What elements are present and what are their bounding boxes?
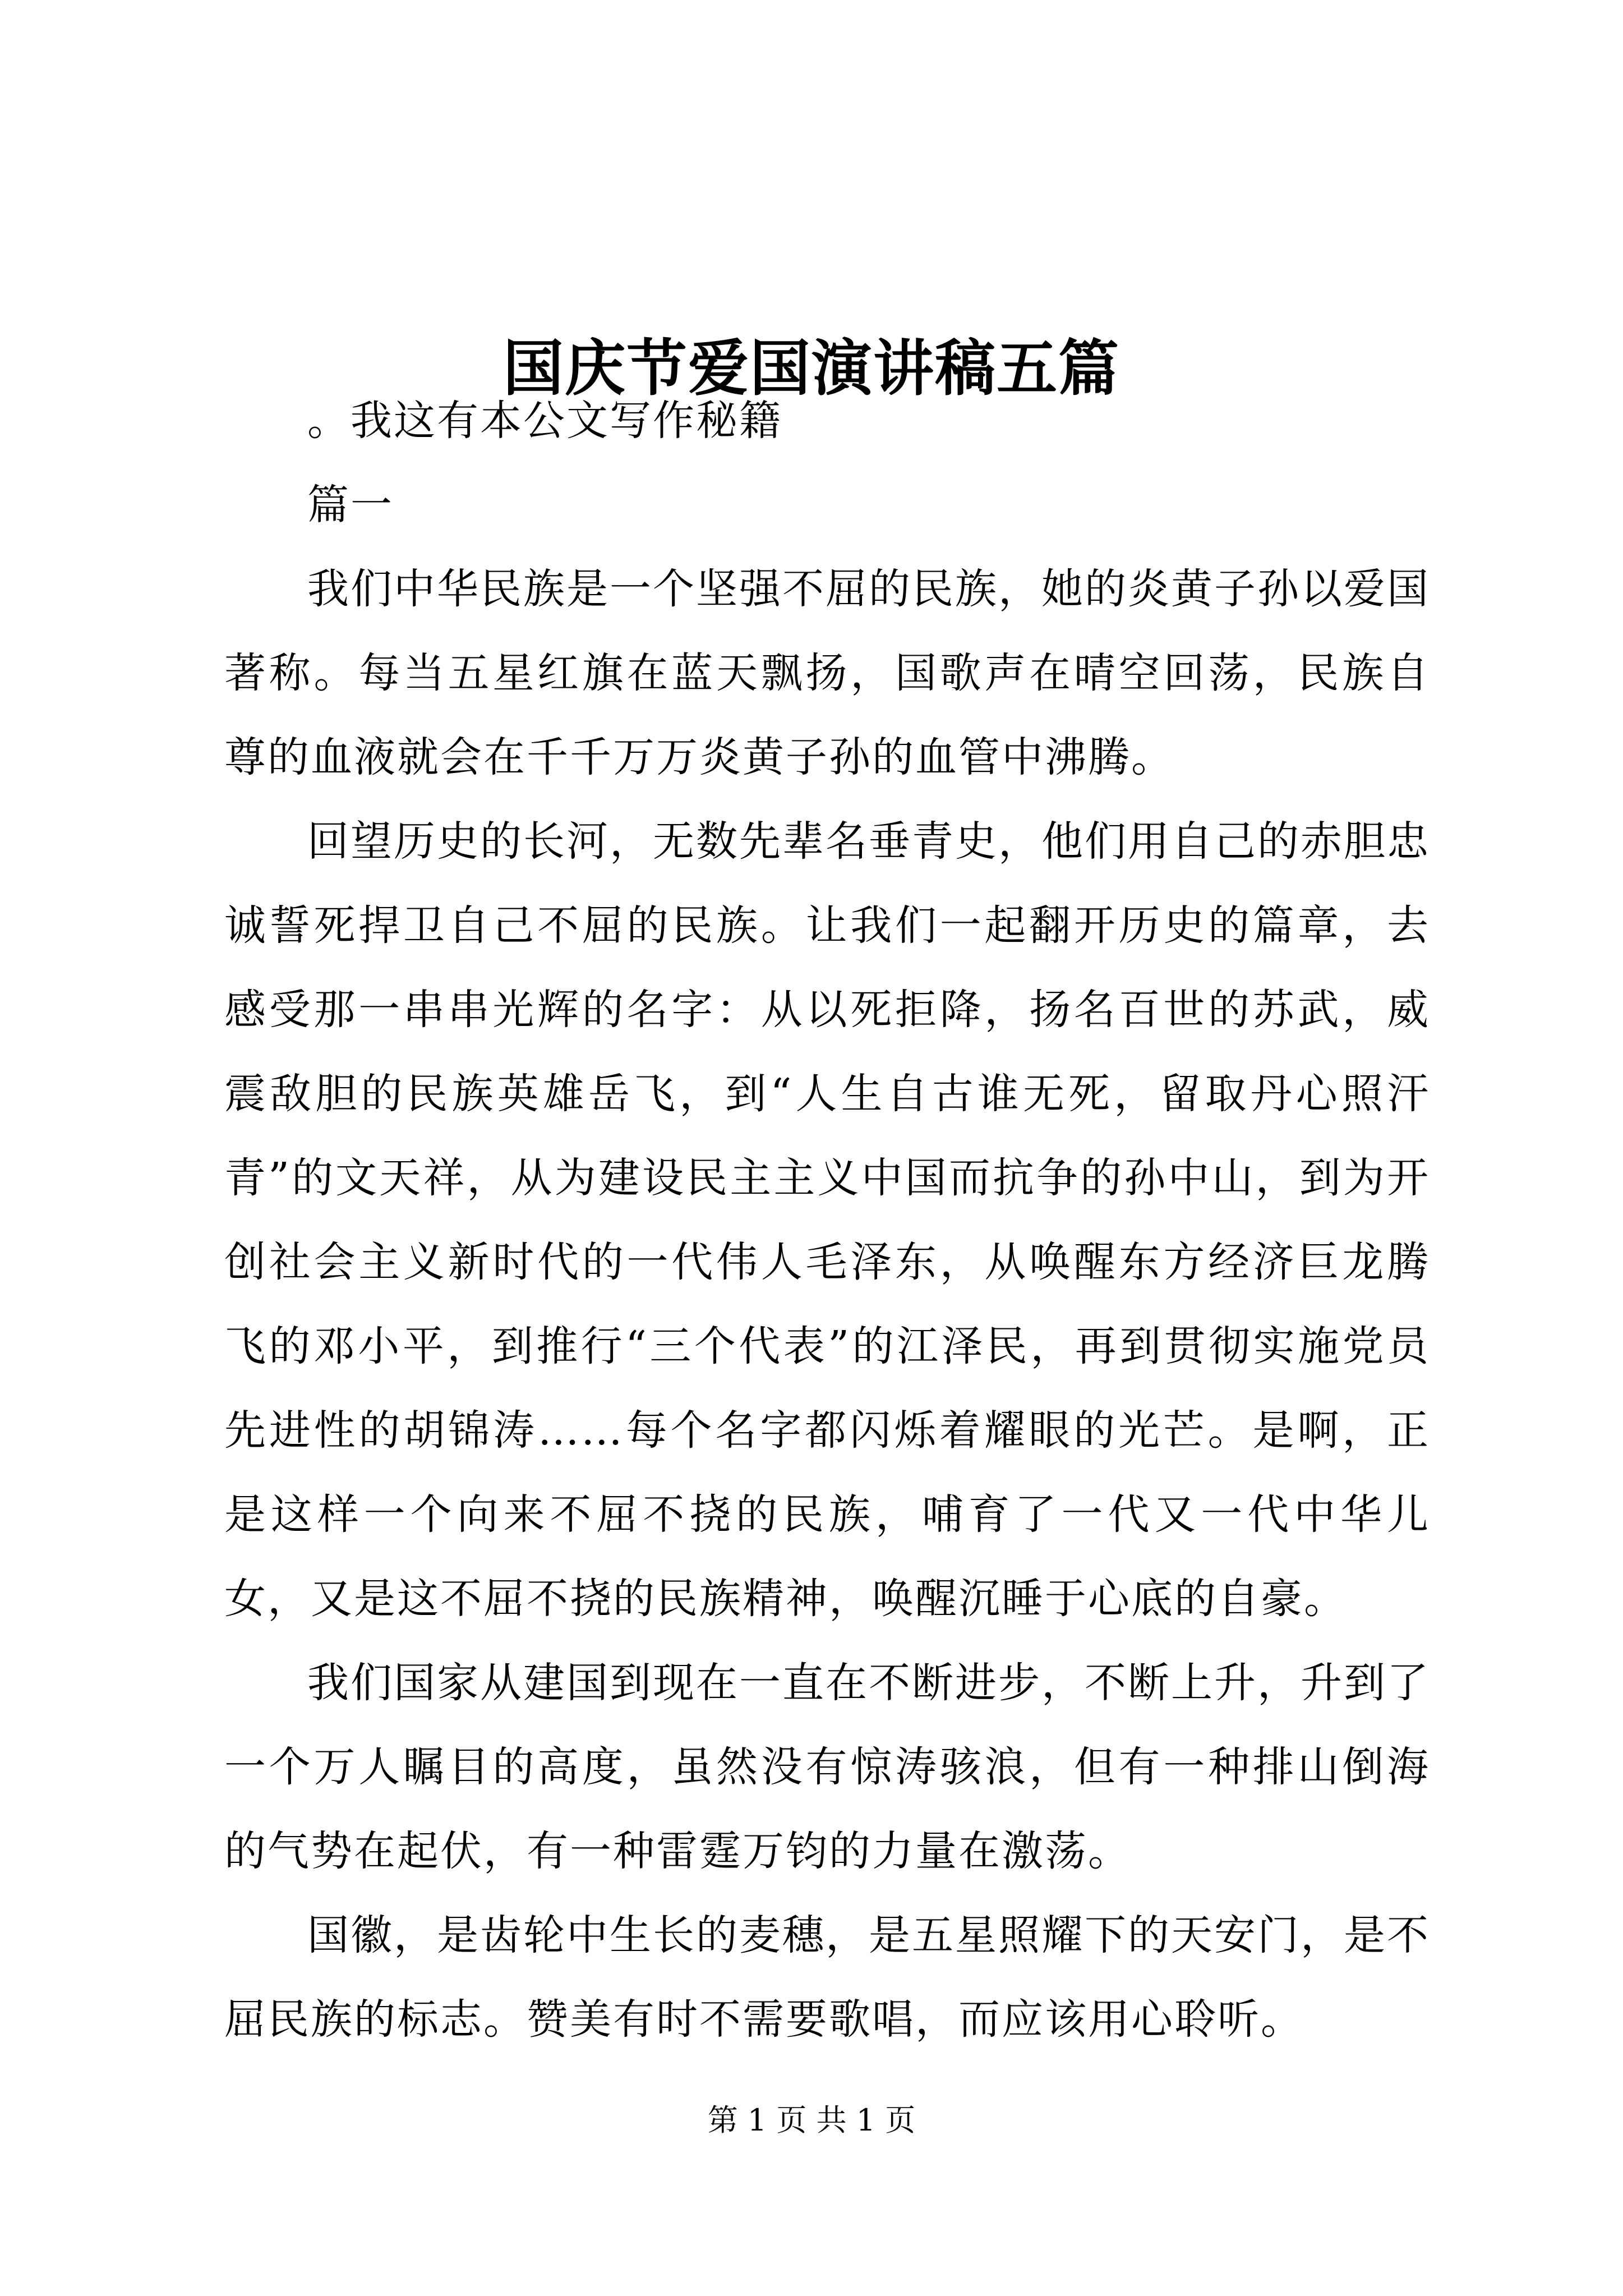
- paragraph: 回望历史的长河，无数先辈名垂青史，他们用自己的赤胆忠诚誓死捍卫自己不屈的民族。让我们一起翻开历史的篇章，去感受那一串串光辉的名字：从以死拒降，扬名百世的苏武，威震敌胆的民族英雄岳飞，到“人生自古谁无死，留取丹心照汗青”的文天祥，从为建设民主主义中国而抗争的孙中山，到为开创社会主义新时代的一代伟人毛泽东，从唤醒东方经济巨龙腾飞的邓小平，到推行“三个代表”的江泽民，再到贯彻实施党员先进性的胡锦涛……每个名字都闪烁着耀眼的光芒。是啊，正是这样一个向来不屈不挠的民族，哺育了一代又一代中华儿女，又是这不屈不挠的民族精神，唤醒沉睡于心底的自豪。: [224, 817, 1430, 1623]
- paragraph: 我们中华民族是一个坚强不屈的民族，她的炎黄子孙以爱国著称。每当五星红旗在蓝天飘扬，国歌声在晴空回荡，民族自尊的血液就会在千千万万炎黄子孙的血管中沸腾。: [224, 565, 1430, 781]
- paragraph-note: 。我这有本公文写作秘籍: [307, 397, 782, 445]
- paragraph: 我们国家从建国到现在一直在不断进步，不断上升，升到了一个万人瞩目的高度，虽然没有惊涛骇浪，但有一种排山倒海的气势在起伏，有一种雷霆万钧的力量在激荡。: [224, 1659, 1430, 1875]
- paragraph: 国徽，是齿轮中生长的麦穗，是五星照耀下的天安门，是不屈民族的标志。赞美有时不需要歌唱，而应该用心聆听。: [224, 1911, 1430, 2044]
- section-heading: 篇一: [307, 481, 394, 529]
- page-footer: 第 1 页 共 1 页: [707, 2102, 916, 2138]
- page-title: 国庆节爱国演讲稿五篇: [502, 333, 1120, 404]
- document-body: [224, 379, 1430, 2062]
